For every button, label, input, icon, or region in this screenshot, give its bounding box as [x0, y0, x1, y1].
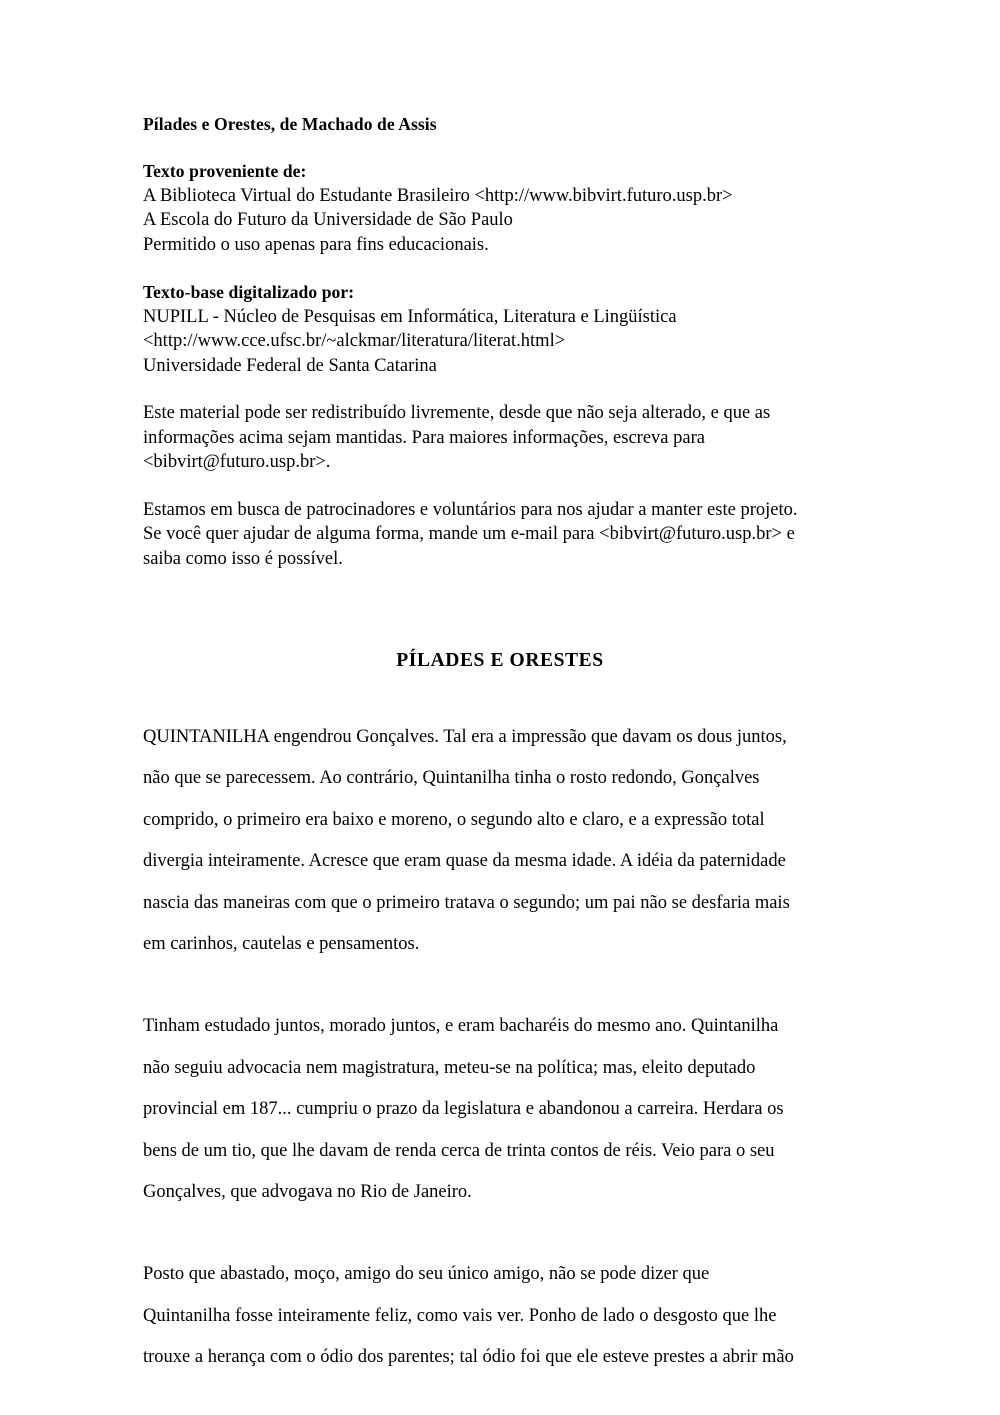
body-line: bens de um tio, que lhe davam de renda cerca de trinta contos de réis. Veio para o seu: [143, 1140, 775, 1161]
sponsors-paragraph: [143, 498, 903, 572]
redistribution-paragraph: [143, 401, 903, 475]
body-line: trouxe a herança com o ódio dos parentes; tal ódio foi que ele esteve prestes a abrir mão: [143, 1347, 794, 1368]
source-line-2: A Escola do Futuro da Universidade de São Paulo: [143, 210, 513, 230]
body-line: divergia inteiramente. Acresce que eram quase da mesma idade. A idéia da paternidade: [143, 851, 786, 872]
body-line: não que se parecessem. Ao contrário, Quintanilha tinha o rosto redondo, Gonçalves: [143, 768, 760, 789]
spacer: [143, 475, 903, 498]
sponsors-line-3: saiba como isso é possível.: [143, 548, 343, 569]
body-line: provincial em 187... cumpriu o prazo da legislatura e abandonou a carreira. Herdara os: [143, 1099, 784, 1120]
body-line: Posto que abastado, moço, amigo do seu único amigo, não se pode dizer que: [143, 1264, 710, 1285]
body-line: Gonçalves, que advogava no Rio de Janeiro.: [143, 1182, 472, 1203]
source-heading: Texto proveniente de:: [143, 161, 307, 181]
source-line-1: A Biblioteca Virtual do Estudante Brasileiro <http://www.bibvirt.futuro.usp.br>: [143, 185, 733, 206]
source-line-3: Permitido o uso apenas para fins educacionais.: [143, 234, 489, 255]
source-block: [143, 159, 903, 257]
body-line: comprido, o primeiro era baixo e moreno, o segundo alto e claro, e a expressão total: [143, 809, 765, 830]
digitized-line-1: NUPILL - Núcleo de Pesquisas em Informática, Literatura e Lingüística: [143, 306, 677, 327]
sponsors-line-2: Se você quer ajudar de alguma forma, mande um e-mail para <bibvirt@futuro.usp.br> e: [143, 524, 795, 544]
work-title: PÍLADES E ORESTES: [396, 650, 604, 671]
redistribution-line-1: Este material pode ser redistribuído livremente, desde que não seja alterado, e que as: [143, 403, 771, 423]
spacer: [143, 136, 903, 159]
body-text: [143, 717, 878, 1379]
digitized-line-3: Universidade Federal de Santa Catarina: [143, 355, 437, 376]
sponsors-line-1: Estamos em busca de patrocinadores e voluntários para nos ajudar a manter este projeto.: [143, 499, 798, 520]
body-line: Quintanilha fosse inteiramente feliz, como vais ver. Ponho de lado o desgosto que lhe: [143, 1305, 777, 1326]
frontmatter-block: [143, 112, 903, 571]
body-line: Tinham estudado juntos, morado juntos, e eram bacharéis do mesmo ano. Quintanilha: [143, 1016, 779, 1037]
document-heading-title: Pílades e Orestes, de Machado de Assis: [143, 114, 437, 134]
body-paragraph-2: [143, 1006, 878, 1213]
redistribution-line-3: <bibvirt@futuro.usp.br>.: [143, 452, 331, 472]
digitized-heading: Texto-base digitalizado por:: [143, 282, 355, 302]
body-line: nascia das maneiras com que o primeiro tratava o segundo; um pai não se desfaria mais: [143, 892, 790, 913]
redistribution-line-2: informações acima sejam mantidas. Para maiores informações, escreva para: [143, 427, 705, 448]
body-paragraph-3: [143, 1254, 878, 1378]
body-line: QUINTANILHA engendrou Gonçalves. Tal era a impressão que davam os dous juntos,: [143, 727, 787, 747]
body-line: em carinhos, cautelas e pensamentos.: [143, 934, 420, 955]
digitized-line-2: <http://www.cce.ufsc.br/~alckmar/literatura/literat.html>: [143, 331, 566, 351]
digitized-block: [143, 280, 903, 378]
spacer: [143, 257, 903, 280]
body-paragraph-1: [143, 717, 878, 965]
body-line: não seguiu advocacia nem magistratura, meteu-se na política; mas, eleito deputado: [143, 1057, 756, 1078]
spacer: [143, 378, 903, 401]
